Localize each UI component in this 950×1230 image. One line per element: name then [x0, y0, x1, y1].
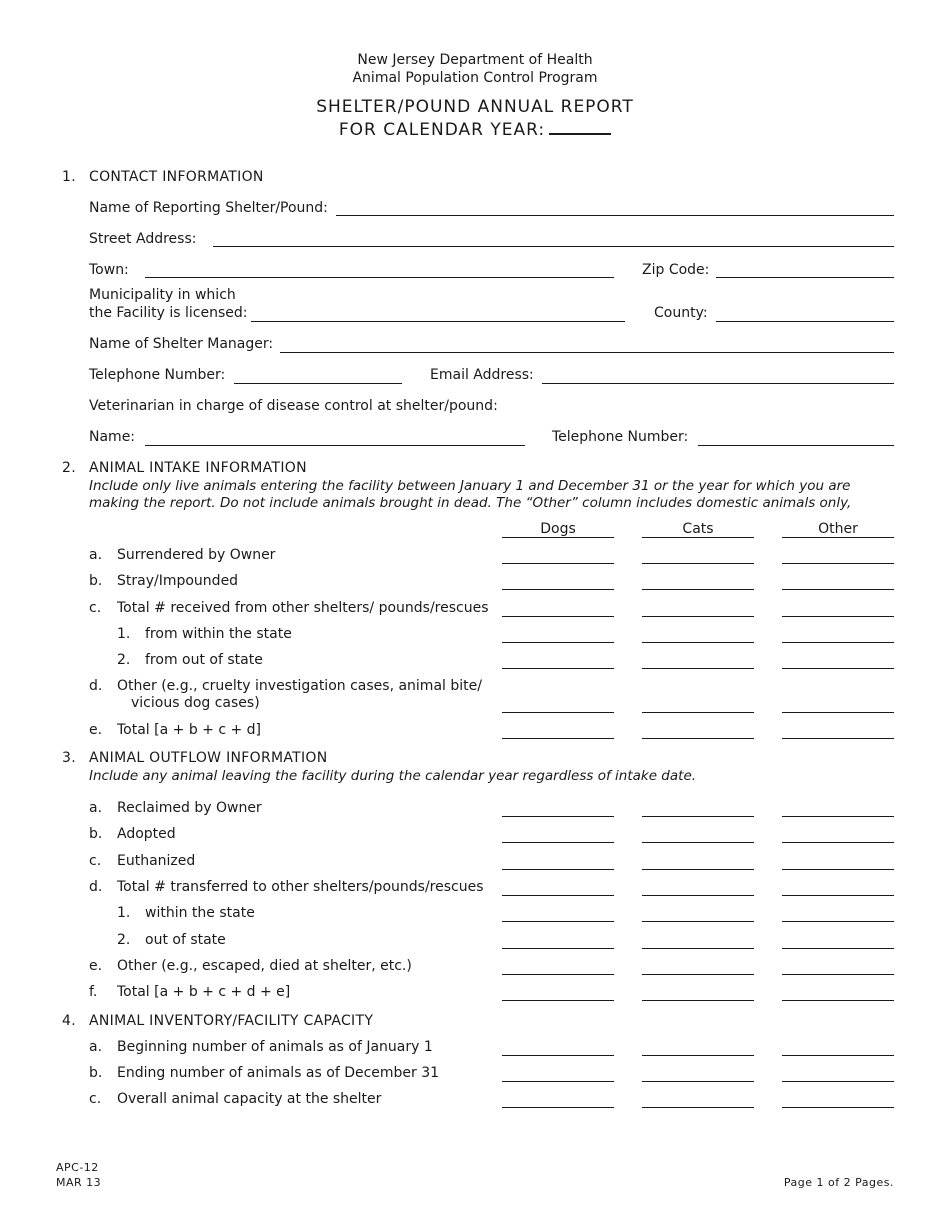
- outflow-c-dogs-field[interactable]: [502, 869, 614, 870]
- outflow-e-label: Other (e.g., escaped, died at shelter, etc.): [117, 958, 412, 974]
- intake-e-letter: e.: [89, 722, 103, 738]
- outflow-d-cats-field[interactable]: [642, 895, 754, 896]
- column-rule-dogs: [502, 537, 614, 538]
- outflow-e-dogs-field[interactable]: [502, 974, 614, 975]
- intake-d-dogs-field[interactable]: [502, 712, 614, 713]
- outflow-d-dogs-field[interactable]: [502, 895, 614, 896]
- municipality-field[interactable]: [251, 321, 625, 322]
- column-rule-other: [782, 537, 894, 538]
- report-title: SHELTER/POUND ANNUAL REPORT: [316, 97, 634, 117]
- column-header-cats: Cats: [682, 521, 714, 537]
- section2-number: 2.: [62, 460, 76, 476]
- outflow-c-cats-field[interactable]: [642, 869, 754, 870]
- outflow-e-cats-field[interactable]: [642, 974, 754, 975]
- outflow-a-other-field[interactable]: [782, 816, 894, 817]
- town-label: Town:: [89, 262, 129, 278]
- section1-title: CONTACT INFORMATION: [89, 169, 264, 185]
- shelter-manager-field[interactable]: [280, 352, 894, 353]
- intake-e-dogs-field[interactable]: [502, 738, 614, 739]
- section3-number: 3.: [62, 750, 76, 766]
- outflow-d1-cats-field[interactable]: [642, 921, 754, 922]
- vet-name-field[interactable]: [145, 445, 525, 446]
- intake-d-other-field[interactable]: [782, 712, 894, 713]
- shelter-name-label: Name of Reporting Shelter/Pound:: [89, 200, 328, 216]
- outflow-c-other-field[interactable]: [782, 869, 894, 870]
- outflow-b-dogs-field[interactable]: [502, 842, 614, 843]
- department-name: New Jersey Department of Health: [357, 52, 593, 68]
- outflow-a-dogs-field[interactable]: [502, 816, 614, 817]
- vet-telephone-field[interactable]: [698, 445, 894, 446]
- outflow-d2-dogs-field[interactable]: [502, 948, 614, 949]
- section2-instruction-1: Include only live animals entering the facility between January 1 and December 31 or the year for which you are: [89, 478, 851, 494]
- intake-c2-label: from out of state: [145, 652, 263, 668]
- intake-b-other-field[interactable]: [782, 589, 894, 590]
- street-address-field[interactable]: [213, 246, 894, 247]
- inventory-a-cats-field[interactable]: [642, 1055, 754, 1056]
- outflow-d2-cats-field[interactable]: [642, 948, 754, 949]
- inventory-b-cats-field[interactable]: [642, 1081, 754, 1082]
- outflow-d2-label: out of state: [145, 932, 226, 948]
- email-label: Email Address:: [430, 367, 534, 383]
- intake-c1-number: 1.: [117, 626, 131, 642]
- outflow-f-other-field[interactable]: [782, 1000, 894, 1001]
- outflow-d-label: Total # transferred to other shelters/pounds/rescues: [117, 879, 484, 895]
- inventory-c-letter: c.: [89, 1091, 102, 1107]
- report-year-label: FOR CALENDAR YEAR:: [338, 120, 546, 140]
- outflow-d1-other-field[interactable]: [782, 921, 894, 922]
- column-header-other: Other: [818, 521, 858, 537]
- calendar-year-field[interactable]: [549, 119, 611, 135]
- section2-title: ANIMAL INTAKE INFORMATION: [89, 460, 307, 476]
- intake-c2-cats-field[interactable]: [642, 668, 754, 669]
- intake-c-dogs-field[interactable]: [502, 616, 614, 617]
- intake-c-label: Total # received from other shelters/ pounds/rescues: [117, 600, 489, 616]
- outflow-d1-dogs-field[interactable]: [502, 921, 614, 922]
- county-field[interactable]: [716, 321, 894, 322]
- outflow-f-dogs-field[interactable]: [502, 1000, 614, 1001]
- intake-d-letter: d.: [89, 678, 103, 694]
- outflow-a-cats-field[interactable]: [642, 816, 754, 817]
- shelter-manager-label: Name of Shelter Manager:: [89, 336, 274, 352]
- outflow-d-other-field[interactable]: [782, 895, 894, 896]
- intake-c1-cats-field[interactable]: [642, 642, 754, 643]
- inventory-a-dogs-field[interactable]: [502, 1055, 614, 1056]
- section4-number: 4.: [62, 1013, 76, 1029]
- street-address-label: Street Address:: [89, 231, 197, 247]
- outflow-b-other-field[interactable]: [782, 842, 894, 843]
- town-field[interactable]: [145, 277, 614, 278]
- county-label: County:: [654, 305, 708, 321]
- outflow-d1-number: 1.: [117, 905, 131, 921]
- outflow-b-letter: b.: [89, 826, 103, 842]
- intake-c-cats-field[interactable]: [642, 616, 754, 617]
- veterinarian-label: Veterinarian in charge of disease control at shelter/pound:: [89, 398, 498, 414]
- intake-b-letter: b.: [89, 573, 103, 589]
- intake-d-label-line2: vicious dog cases): [131, 695, 260, 711]
- intake-a-cats-field[interactable]: [642, 563, 754, 564]
- outflow-a-label: Reclaimed by Owner: [117, 800, 262, 816]
- page-number: Page 1 of 2 Pages.: [783, 1176, 894, 1189]
- intake-c1-other-field[interactable]: [782, 642, 894, 643]
- municipality-label-line1: Municipality in which: [89, 287, 236, 303]
- program-name: Animal Population Control Program: [352, 70, 598, 86]
- inventory-a-label: Beginning number of animals as of January 1: [117, 1039, 433, 1055]
- outflow-c-letter: c.: [89, 853, 102, 869]
- inventory-b-letter: b.: [89, 1065, 103, 1081]
- vet-telephone-label: Telephone Number:: [552, 429, 689, 445]
- intake-e-other-field[interactable]: [782, 738, 894, 739]
- telephone-field[interactable]: [234, 383, 402, 384]
- intake-a-dogs-field[interactable]: [502, 563, 614, 564]
- intake-b-cats-field[interactable]: [642, 589, 754, 590]
- form-revision: MAR 13: [56, 1176, 102, 1189]
- section3-instruction: Include any animal leaving the facility during the calendar year regardless of intake date.: [89, 768, 697, 784]
- outflow-d1-label: within the state: [145, 905, 255, 921]
- inventory-c-dogs-field[interactable]: [502, 1107, 614, 1108]
- outflow-e-letter: e.: [89, 958, 103, 974]
- inventory-b-dogs-field[interactable]: [502, 1081, 614, 1082]
- outflow-f-letter: f.: [89, 984, 98, 1000]
- intake-e-label: Total [a + b + c + d]: [117, 722, 262, 738]
- section2-instruction-2: making the report. Do not include animals brought in dead. The “Other” column includes domestic animals only,: [89, 495, 852, 511]
- intake-e-cats-field[interactable]: [642, 738, 754, 739]
- outflow-d-letter: d.: [89, 879, 103, 895]
- inventory-c-label: Overall animal capacity at the shelter: [117, 1091, 382, 1107]
- inventory-a-other-field[interactable]: [782, 1055, 894, 1056]
- outflow-e-other-field[interactable]: [782, 974, 894, 975]
- shelter-name-field[interactable]: [336, 215, 894, 216]
- intake-c2-other-field[interactable]: [782, 668, 894, 669]
- section1-number: 1.: [62, 169, 76, 185]
- outflow-a-letter: a.: [89, 800, 103, 816]
- intake-a-letter: a.: [89, 547, 103, 563]
- section4-title: ANIMAL INVENTORY/FACILITY CAPACITY: [89, 1013, 374, 1029]
- inventory-a-letter: a.: [89, 1039, 103, 1055]
- zip-code-label: Zip Code:: [642, 262, 710, 278]
- zip-code-field[interactable]: [716, 277, 894, 278]
- intake-c-letter: c.: [89, 600, 102, 616]
- outflow-d2-number: 2.: [117, 932, 131, 948]
- vet-name-label: Name:: [89, 429, 136, 445]
- column-header-dogs: Dogs: [540, 521, 576, 537]
- intake-b-label: Stray/Impounded: [117, 573, 239, 589]
- form-id: APC-12: [56, 1161, 99, 1174]
- column-rule-cats: [642, 537, 754, 538]
- inventory-c-other-field[interactable]: [782, 1107, 894, 1108]
- intake-b-dogs-field[interactable]: [502, 589, 614, 590]
- outflow-b-label: Adopted: [117, 826, 176, 842]
- outflow-c-label: Euthanized: [117, 853, 196, 869]
- intake-a-other-field[interactable]: [782, 563, 894, 564]
- intake-d-label-line1: Other (e.g., cruelty investigation cases, animal bite/: [117, 678, 482, 694]
- outflow-b-cats-field[interactable]: [642, 842, 754, 843]
- report-year-line: [0, 119, 950, 141]
- outflow-f-label: Total [a + b + c + d + e]: [117, 984, 291, 1000]
- telephone-label: Telephone Number:: [89, 367, 226, 383]
- inventory-b-label: Ending number of animals as of December 31: [117, 1065, 440, 1081]
- outflow-d2-other-field[interactable]: [782, 948, 894, 949]
- outflow-f-cats-field[interactable]: [642, 1000, 754, 1001]
- intake-d-cats-field[interactable]: [642, 712, 754, 713]
- intake-c1-label: from within the state: [145, 626, 292, 642]
- intake-c1-dogs-field[interactable]: [502, 642, 614, 643]
- section3-title: ANIMAL OUTFLOW INFORMATION: [89, 750, 328, 766]
- intake-c2-number: 2.: [117, 652, 131, 668]
- inventory-c-cats-field[interactable]: [642, 1107, 754, 1108]
- municipality-label-line2: the Facility is licensed:: [89, 305, 248, 321]
- inventory-b-other-field[interactable]: [782, 1081, 894, 1082]
- email-field[interactable]: [542, 383, 894, 384]
- intake-a-label: Surrendered by Owner: [117, 547, 276, 563]
- intake-c-other-field[interactable]: [782, 616, 894, 617]
- intake-c2-dogs-field[interactable]: [502, 668, 614, 669]
